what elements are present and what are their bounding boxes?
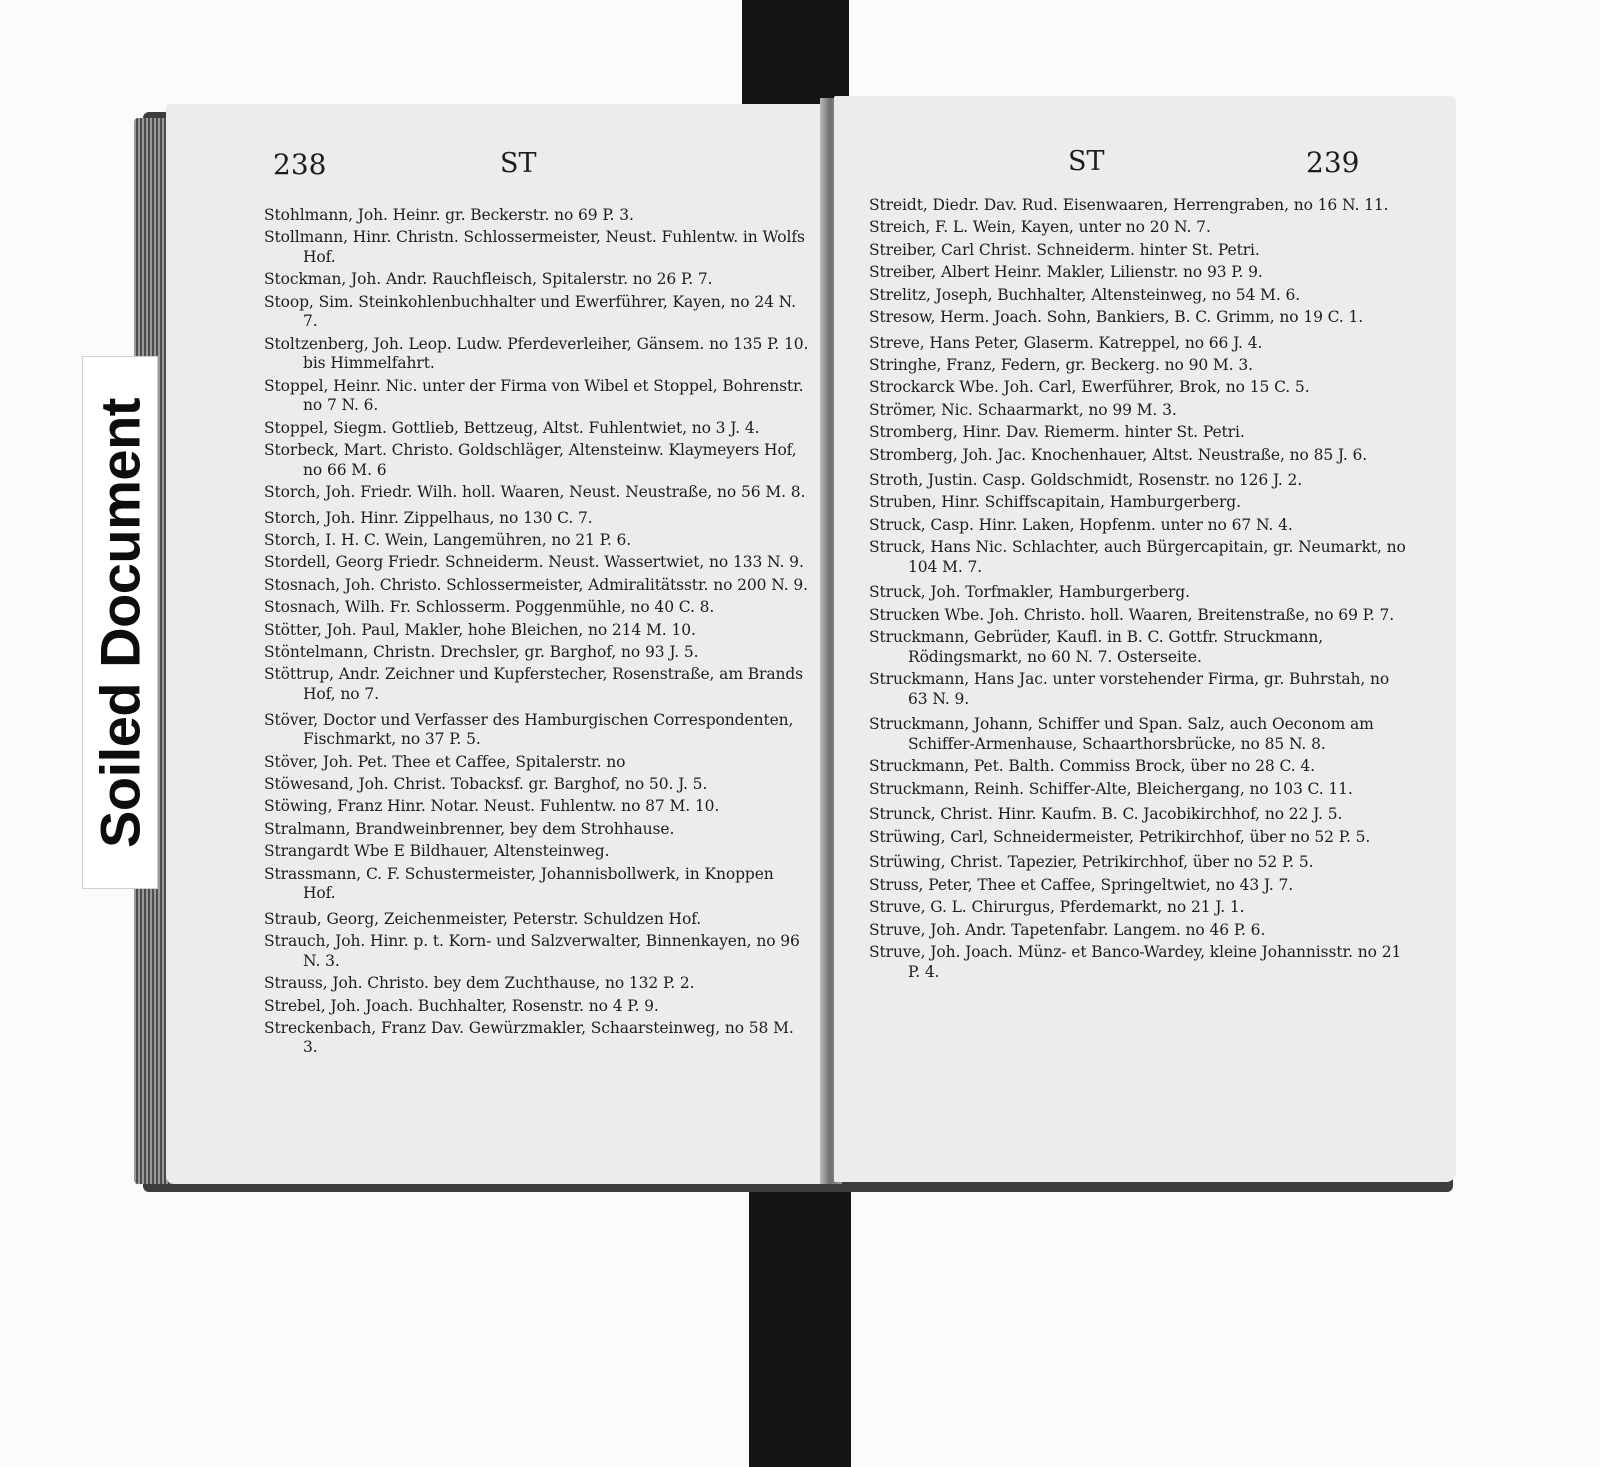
bottom-dark-strip [749,1170,851,1467]
directory-entry: Stötter, Joh. Paul, Makler, hohe Bleichen, no 214 M. 10. [264,620,696,639]
directory-entry: Stromberg, Joh. Jac. Knochenhauer, Altst. Neustraße, no 85 J. 6. [869,445,1368,464]
directory-entry: Stöver, Joh. Pet. Thee et Caffee, Spitalerstr. no [264,752,626,771]
directory-entry: Struben, Hinr. Schiffscapitain, Hamburgerberg. [869,493,1241,512]
directory-entry: Streidt, Diedr. Dav. Rud. Eisenwaaren, Herrengraben, no 16 N. 11. [869,196,1389,214]
left-running-head: ST [500,148,537,179]
directory-entry: Stordell, Georg Friedr. Schneiderm. Neust. Wassertwiet, no 133 N. 9. [264,553,804,572]
directory-entry: Straub, Georg, Zeichenmeister, Peterstr. Schuldzen Hof. [264,909,702,928]
directory-entry: Stralmann, Brandweinbrenner, bey dem Strohhause. [264,819,675,838]
directory-entry: Strassmann, C. F. Schustermeister, Johannisbollwerk, in Knoppen Hof. [264,864,774,903]
right-running-head: ST [1068,146,1105,177]
directory-entry: Strömer, Nic. Schaarmarkt, no 99 M. 3. [869,400,1177,419]
directory-entry: Struckmann, Hans Jac. unter vorstehender Firma, gr. Buhrstah, no 63 N. 9. [869,670,1390,708]
directory-entry: Strelitz, Joseph, Buchhalter, Altensteinweg, no 54 M. 6. [869,285,1301,304]
directory-entry: Struss, Peter, Thee et Caffee, Springeltwiet, no 43 J. 7. [869,875,1294,894]
directory-entry: Strüwing, Carl, Schneidermeister, Petrikirchhof, über no 52 P. 5. [869,827,1371,846]
directory-entry: Struckmann, Johann, Schiffer und Span. Salz, auch Oeconom am Schiffer-Armenhause, Schaarthorsbrücke, no 85 N. 8. [869,715,1374,753]
top-dark-strip [742,0,849,110]
directory-entry: Stosnach, Wilh. Fr. Schlosserm. Poggenmühle, no 40 C. 8. [264,598,715,617]
right-entry-list [869,196,1409,985]
directory-entry: Streiber, Albert Heinr. Makler, Lilienstr. no 93 P. 9. [869,263,1263,282]
directory-entry: Storch, Joh. Friedr. Wilh. holl. Waaren, Neust. Neustraße, no 56 M. 8. [264,483,806,502]
directory-entry: Struckmann, Reinh. Schiffer-Alte, Bleichergang, no 103 C. 11. [869,779,1353,798]
directory-entry: Strangardt Wbe E Bildhauer, Altensteinweg. [264,842,610,861]
directory-entry: Stöver, Doctor und Verfasser des Hamburgischen Correspondenten, Fischmarkt, no 37 P. 5. [264,710,794,749]
directory-entry: Struve, G. L. Chirurgus, Pferdemarkt, no 21 J. 1. [869,898,1245,917]
directory-entry: Strüwing, Christ. Tapezier, Petrikirchhof, über no 52 P. 5. [869,853,1314,872]
directory-entry: Stoop, Sim. Steinkohlenbuchhalter und Ewerführer, Kayen, no 24 N. 7. [264,292,796,331]
directory-entry: Streiber, Carl Christ. Schneiderm. hinter St. Petri. [869,240,1260,259]
directory-entry: Streve, Hans Peter, Glaserm. Katreppel, no 66 J. 4. [869,333,1263,352]
directory-entry: Stromberg, Hinr. Dav. Riemerm. hinter St. Petri. [869,423,1245,442]
right-page [834,96,1456,1182]
directory-entry: Strauss, Joh. Christo. bey dem Zuchthause, no 132 P. 2. [264,974,695,993]
directory-entry: Struck, Casp. Hinr. Laken, Hopfenm. unter no 67 N. 4. [869,515,1293,534]
directory-entry: Stringhe, Franz, Federn, gr. Beckerg. no 90 M. 3. [869,355,1253,374]
directory-entry: Stohlmann, Joh. Heinr. gr. Beckerstr. no 69 P. 3. [264,206,634,224]
directory-entry: Stockman, Joh. Andr. Rauchfleisch, Spitalerstr. no 26 P. 7. [264,270,713,289]
directory-entry: Stosnach, Joh. Christo. Schlossermeister, Admiralitätsstr. no 200 N. 9. [264,575,808,594]
directory-entry: Streich, F. L. Wein, Kayen, unter no 20 N. 7. [869,218,1211,237]
directory-entry: Struckmann, Pet. Balth. Commiss Brock, über no 28 C. 4. [869,757,1315,776]
directory-entry: Struckmann, Gebrüder, Kaufl. in B. C. Gottfr. Struckmann, Rödingsmarkt, no 60 N. 7. Osterseite. [869,628,1324,666]
right-page-number: 239 [1306,146,1360,179]
directory-entry: Stöwesand, Joh. Christ. Tobacksf. gr. Barghof, no 50. J. 5. [264,774,708,793]
directory-entry: Strockarck Wbe. Joh. Carl, Ewerführer, Brok, no 15 C. 5. [869,378,1310,397]
directory-entry: Streckenbach, Franz Dav. Gewürzmakler, Schaarsteinweg, no 58 M. 3. [264,1018,794,1057]
directory-entry: Struve, Joh. Joach. Münz- et Banco-Wardey, kleine Johannisstr. no 21 P. 4. [869,942,1402,981]
directory-entry: Storch, Joh. Hinr. Zippelhaus, no 130 C. 7. [264,508,593,527]
directory-entry: Struve, Joh. Andr. Tapetenfabr. Langem. no 46 P. 6. [869,920,1266,939]
directory-entry: Struck, Hans Nic. Schlachter, auch Bürgercapitain, gr. Neumarkt, no 104 M. 7. [869,538,1406,576]
directory-entry: Stoppel, Siegm. Gottlieb, Bettzeug, Altst. Fuhlentwiet, no 3 J. 4. [264,418,760,437]
directory-entry: Stöwing, Franz Hinr. Notar. Neust. Fuhlentw. no 87 M. 10. [264,797,720,816]
directory-entry: Strunck, Christ. Hinr. Kaufm. B. C. Jacobikirchhof, no 22 J. 5. [869,805,1343,824]
directory-entry: Strebel, Joh. Joach. Buchhalter, Rosenstr. no 4 P. 9. [264,996,659,1015]
directory-entry: Stoltzenberg, Joh. Leop. Ludw. Pferdeverleiher, Gänsem. no 135 P. 10. bis Himmelfahrt. [264,334,809,373]
directory-entry: Stollmann, Hinr. Christn. Schlossermeister, Neust. Fuhlentw. in Wolfs Hof. [264,228,805,266]
directory-entry: Strauch, Joh. Hinr. p. t. Korn- und Salzverwalter, Binnenkayen, no 96 N. 3. [264,932,800,970]
soiled-document-text: Soiled Document [88,397,152,848]
directory-entry: Struck, Joh. Torfmakler, Hamburgerberg. [869,583,1190,602]
directory-entry: Stöttrup, Andr. Zeichner und Kupferstecher, Rosenstraße, am Brands Hof, no 7. [264,665,804,704]
soiled-document-label [82,356,158,889]
directory-entry: Storbeck, Mart. Christo. Goldschläger, Altensteinw. Klaymeyers Hof, no 66 M. 6 [264,441,797,479]
directory-entry: Stroth, Justin. Casp. Goldschmidt, Rosenstr. no 126 J. 2. [869,471,1303,490]
directory-entry: Stresow, Herm. Joach. Sohn, Bankiers, B. C. Grimm, no 19 C. 1. [869,307,1364,326]
left-entry-list [264,206,809,1061]
directory-entry: Stoppel, Heinr. Nic. unter der Firma von Wibel et Stoppel, Bohrenstr. no 7 N. 6. [264,376,804,415]
directory-entry: Stöntelmann, Christn. Drechsler, gr. Barghof, no 93 J. 5. [264,643,699,662]
left-page-number: 238 [273,148,327,181]
directory-entry: Storch, I. H. C. Wein, Langemühren, no 21 P. 6. [264,531,632,550]
left-page [166,104,826,1184]
directory-entry: Strucken Wbe. Joh. Christo. holl. Waaren, Breitenstraße, no 69 P. 7. [869,605,1395,624]
